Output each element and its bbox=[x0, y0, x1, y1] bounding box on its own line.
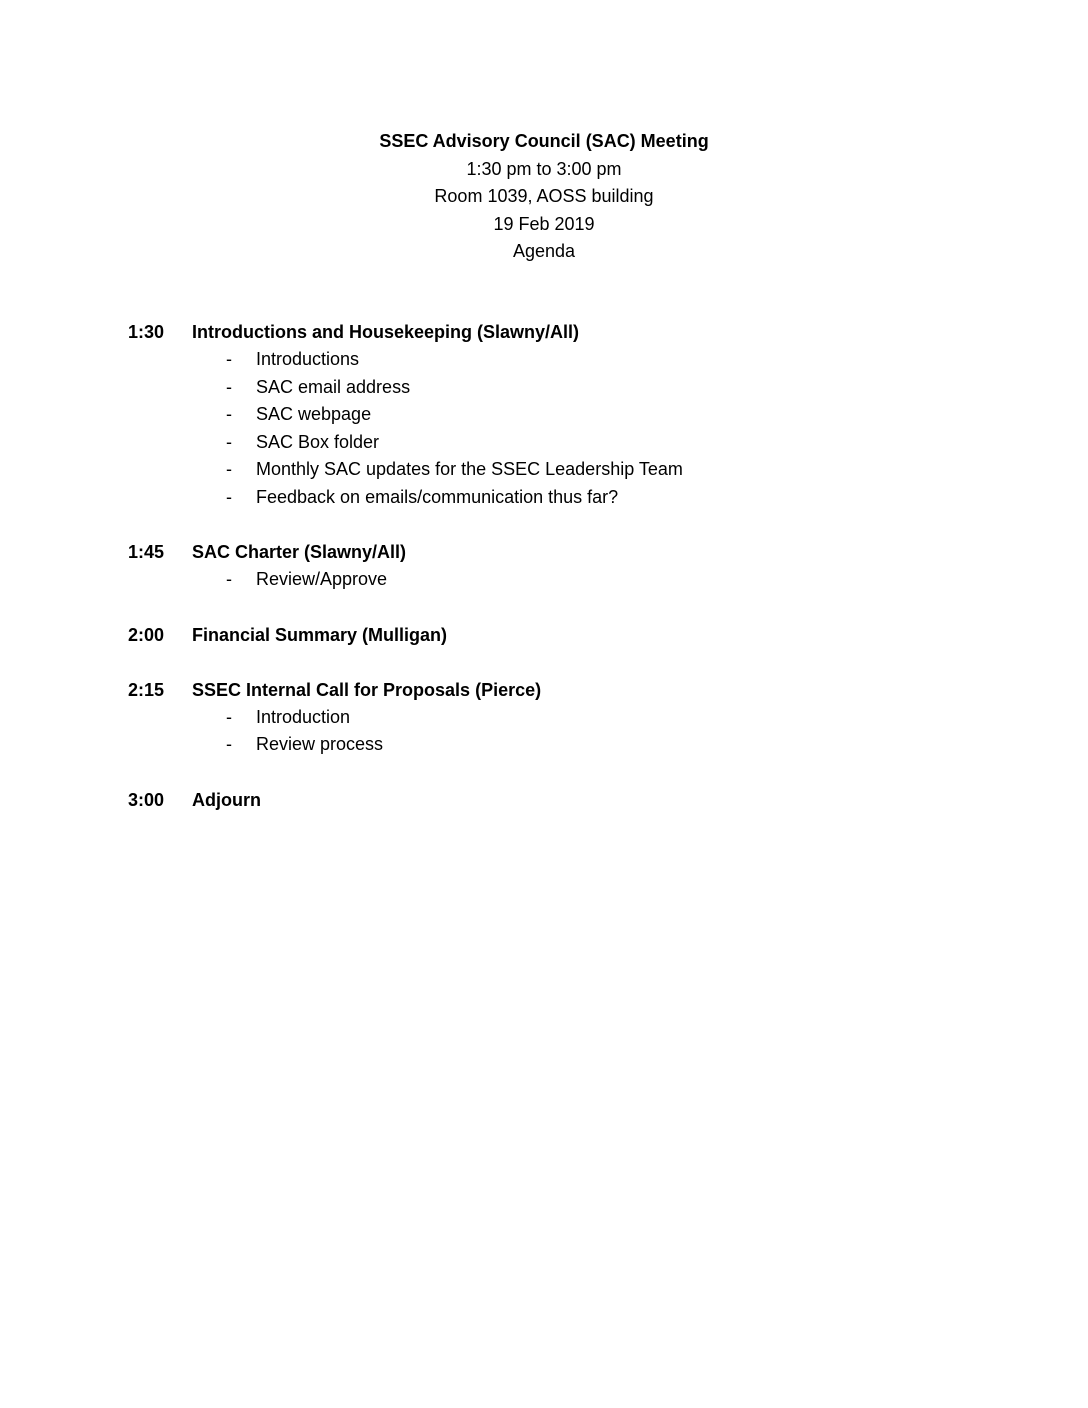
dash-bullet-icon: - bbox=[226, 376, 232, 397]
agenda-item-time: 2:15 bbox=[128, 679, 165, 700]
agenda-item-heading bbox=[128, 621, 928, 649]
agenda-item-heading bbox=[128, 786, 928, 814]
agenda-subitem-text: Review/Approve bbox=[256, 569, 388, 589]
meeting-title: SSEC Advisory Council (SAC) Meeting bbox=[379, 131, 709, 151]
agenda-item-title: Financial Summary (Mulligan) bbox=[192, 624, 448, 645]
meeting-time: 1:30 pm to 3:00 pm bbox=[466, 158, 622, 179]
agenda-subitem-text: SAC webpage bbox=[256, 404, 372, 424]
agenda-item-time: 1:30 bbox=[128, 322, 165, 342]
meeting-location: Room 1039, AOSS building bbox=[434, 186, 654, 206]
agenda-subitem bbox=[128, 704, 928, 732]
agenda-item-heading bbox=[128, 676, 928, 704]
agenda-item-heading bbox=[128, 538, 928, 566]
agenda-subitem-text: SAC Box folder bbox=[256, 431, 380, 452]
agenda-subitem bbox=[128, 346, 928, 374]
dash-bullet-icon: - bbox=[226, 459, 232, 479]
agenda-item-title: SAC Charter (Slawny/All) bbox=[192, 542, 407, 562]
agenda-item-time: 1:45 bbox=[128, 542, 165, 562]
agenda-item-time: 3:00 bbox=[128, 789, 165, 810]
dash-bullet-icon: - bbox=[226, 404, 232, 424]
agenda-subitem-list bbox=[128, 346, 928, 511]
agenda-item-time: 2:00 bbox=[128, 624, 165, 645]
dash-bullet-icon: - bbox=[226, 706, 232, 727]
agenda-subitem-list bbox=[128, 566, 928, 594]
agenda-subitem bbox=[128, 374, 928, 402]
agenda-item bbox=[128, 538, 928, 594]
agenda-subitem bbox=[128, 429, 928, 457]
dash-bullet-icon: - bbox=[226, 431, 232, 452]
agenda-list bbox=[128, 318, 928, 814]
meeting-date: 19 Feb 2019 bbox=[493, 213, 595, 234]
dash-bullet-icon: - bbox=[226, 349, 232, 369]
agenda-spacer bbox=[128, 511, 928, 538]
agenda-spacer bbox=[128, 759, 928, 786]
agenda-subitem-text: Review process bbox=[256, 734, 384, 754]
agenda-subitem-text: Monthly SAC updates for the SSEC Leadership Team bbox=[256, 459, 683, 479]
agenda-item bbox=[128, 621, 928, 649]
agenda-subitem-list bbox=[128, 704, 928, 759]
agenda-item-title: Adjourn bbox=[192, 789, 261, 810]
agenda-item bbox=[128, 786, 928, 814]
agenda-subitem bbox=[128, 401, 928, 429]
dash-bullet-icon: - bbox=[226, 569, 232, 589]
agenda-subitem bbox=[128, 731, 928, 759]
dash-bullet-icon: - bbox=[226, 486, 232, 507]
agenda-subitem bbox=[128, 484, 928, 512]
dash-bullet-icon: - bbox=[226, 734, 232, 754]
agenda-subitem-text: Introduction bbox=[256, 706, 351, 727]
agenda-subitem-text: Introductions bbox=[256, 349, 360, 369]
agenda-item bbox=[128, 318, 928, 511]
agenda-item bbox=[128, 676, 928, 759]
agenda-item-heading bbox=[128, 318, 928, 346]
agenda-spacer bbox=[128, 594, 928, 621]
agenda-subitem-text: Feedback on emails/communication thus far? bbox=[256, 486, 619, 507]
agenda-item-title: SSEC Internal Call for Proposals (Pierce) bbox=[192, 679, 542, 700]
agenda-header bbox=[0, 128, 1088, 266]
agenda-spacer bbox=[128, 649, 928, 676]
agenda-subitem-text: SAC email address bbox=[256, 376, 411, 397]
agenda-heading: Agenda bbox=[512, 241, 576, 261]
agenda-item-title: Introductions and Housekeeping (Slawny/All) bbox=[192, 322, 580, 342]
agenda-subitem bbox=[128, 456, 928, 484]
agenda-subitem bbox=[128, 566, 928, 594]
